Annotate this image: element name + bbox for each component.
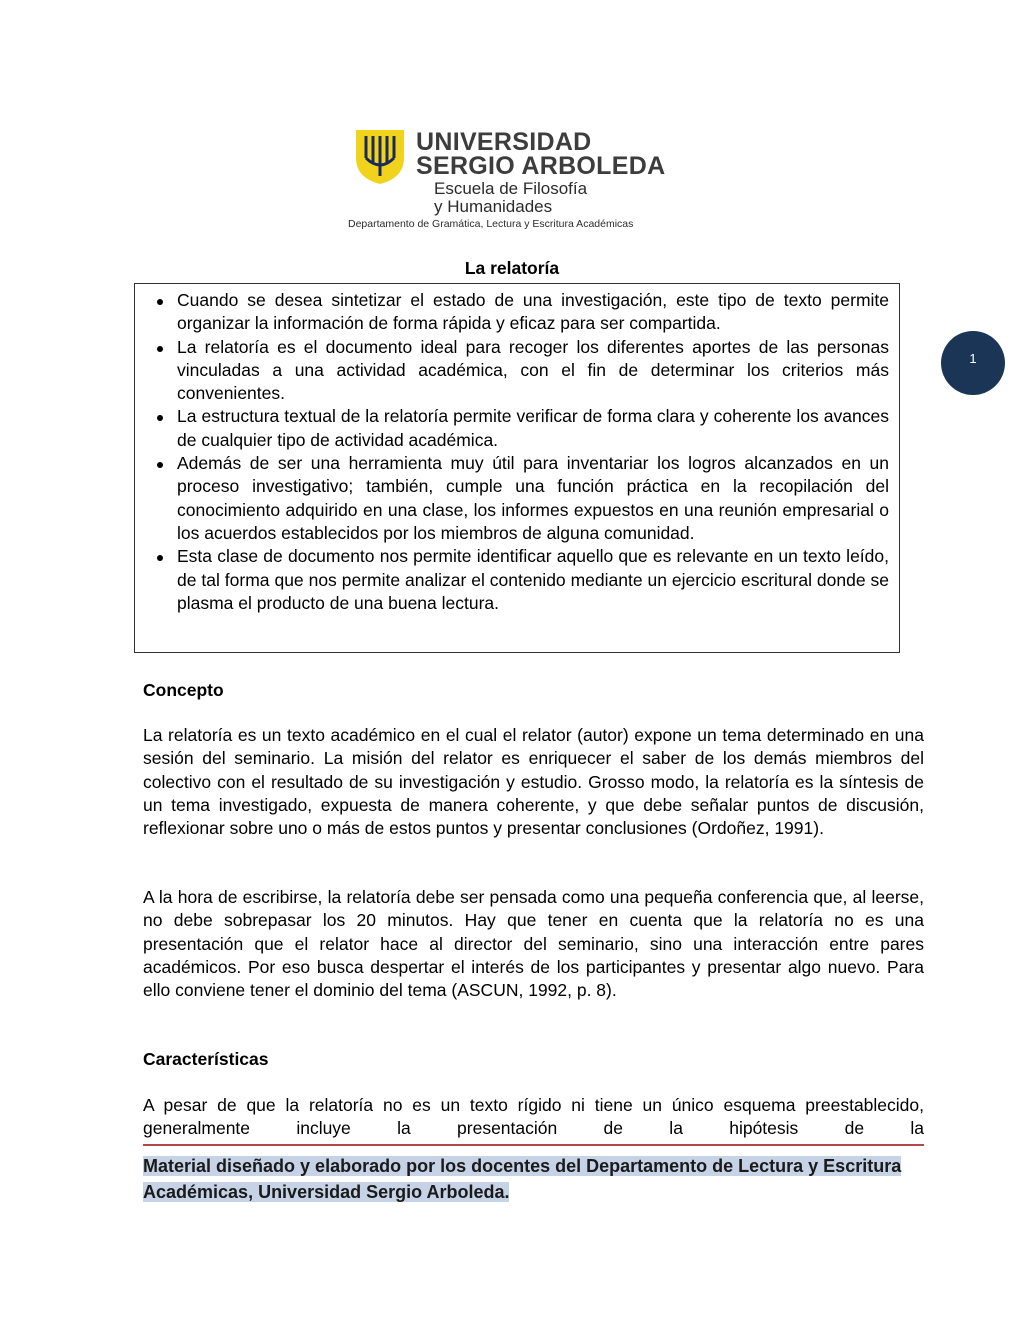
list-item-text: Esta clase de documento nos permite identificar aquello que es relevante en un texto leído, de tal forma que nos permite analizar el contenido mediante un ejercicio escritural donde se plasma el producto de una buena lectura.: [177, 546, 889, 613]
concepto-paragraph-2: A la hora de escribirse, la relatoría debe ser pensada como una pequeña conferencia que, al leerse, no debe sobrepasar los 20 minutos. Hay que tener en cuenta que la relatoría no es una presentación que el relator hace al director del seminario, sino una interacción entre pares académicos. Por eso busca despertar el interés de los participantes y presentar algo nuevo. Para ello conviene tener el dominio del tema (ASCUN, 1992, p. 8).: [143, 887, 924, 1001]
document-title: La relatoría: [464, 258, 560, 278]
concepto-paragraph-1: La relatoría es un texto académico en el cual el relator (autor) expone un tema determinado en una sesión del seminario. La misión del relator es enriquecer el saber de los demás miembros del colectivo con el resultado de su investigación y estudio. Grosso modo, la relatoría es la síntesis de un tema investigado, expuesta de manera coherente, y que debe señalar puntos de discusión, reflexionar sobre uno o más de estos puntos y presentar conclusiones (Ordoñez, 1991).: [143, 725, 924, 839]
list-item: [135, 289, 899, 336]
concepto-heading: Concepto: [143, 680, 224, 700]
bullet-icon: [157, 415, 163, 421]
summary-box: [134, 283, 900, 653]
list-item: [135, 336, 899, 406]
section-concepto-body-2: [143, 886, 924, 1002]
logo-department: Departamento de Gramática, Lectura y Escritura Académicas: [348, 218, 634, 230]
bullet-icon: [157, 346, 163, 352]
footer-divider: [143, 1144, 924, 1146]
footer-text: Material diseñado y elaborado por los docentes del Departamento de Lectura y Escritura Académicas, Universidad Sergio Arboleda.: [143, 1156, 902, 1202]
university-shield-icon: [354, 128, 406, 186]
logo-university-word: UNIVERSIDAD: [416, 128, 592, 156]
caracteristicas-heading: Características: [143, 1049, 269, 1069]
summary-list: [135, 289, 899, 615]
section-concepto-body: [143, 724, 924, 840]
section-concepto-heading: [143, 679, 924, 701]
list-item-text: La estructura textual de la relatoría permite verificar de forma clara y coherente los avances de cualquier tipo de actividad académica.: [177, 406, 889, 450]
page-number-badge: [941, 331, 1005, 395]
page-number: 1: [969, 351, 977, 366]
list-item-text: Además de ser una herramienta muy útil para inventariar los logros alcanzados en un proceso investigativo; también, cumple una función práctica en la recopilación del conocimiento adquirido en una clase, los informes expuestos en una reunión empresarial o los acuerdos establecidos por los miembros de alguna comunidad.: [177, 453, 889, 543]
section-caracteristicas-body: [143, 1094, 924, 1141]
bullet-icon: [157, 555, 163, 561]
bullet-icon: [157, 462, 163, 468]
list-item: [135, 545, 899, 615]
list-item-text: La relatoría es el documento ideal para recoger los diferentes aportes de las personas vinculadas a una actividad académica, con el fin de determinar los criterios más convenientes.: [177, 336, 889, 404]
list-item-text: Cuando se desea sintetizar el estado de una investigación, este tipo de texto permite organizar la información de forma rápida y eficaz para ser compartida.: [177, 290, 889, 334]
logo-university-name: SERGIO ARBOLEDA: [416, 152, 666, 180]
section-caracteristicas-heading: [143, 1048, 924, 1070]
page-footer: [143, 1153, 924, 1205]
list-item: [135, 452, 899, 545]
list-item: [135, 405, 899, 452]
logo-school-line1: Escuela de Filosofía: [434, 179, 588, 198]
caracteristicas-paragraph-1: A pesar de que la relatoría no es un texto rígido ni tiene un único esquema preestablecido, generalmente incluye la presentación de la hipótesis de la: [143, 1095, 924, 1139]
bullet-icon: [157, 299, 163, 305]
university-logo: [348, 124, 688, 236]
logo-school-line2: y Humanidades: [434, 197, 553, 216]
